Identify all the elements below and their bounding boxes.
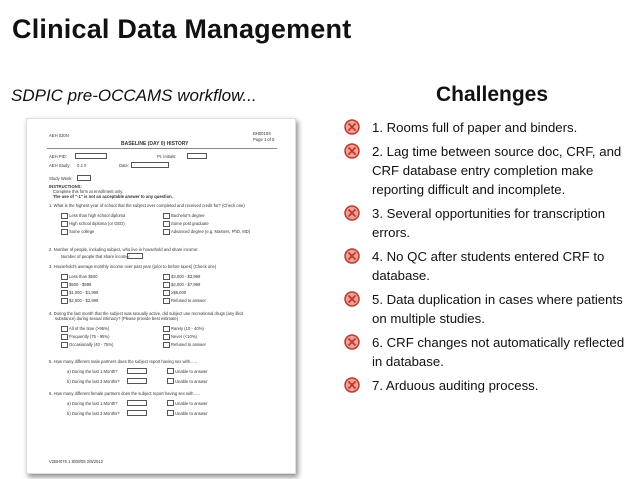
q4-opt-2: Frequently (75 - 95%) bbox=[69, 334, 110, 339]
pt-initials-label: Pt. Initials: bbox=[157, 154, 177, 159]
challenge-text: 6. CRF changes not automatically reflected in database. bbox=[372, 335, 625, 369]
q2: 2. Number of people, including subject, who live in household and share income: bbox=[49, 247, 199, 252]
challenge-item bbox=[344, 118, 634, 137]
q1-box bbox=[163, 221, 170, 227]
challenge-item bbox=[344, 204, 634, 242]
q1-opt-5: Some post graduate bbox=[171, 221, 209, 226]
q4: 4. During the last month that the subject was sexually active, did subject use recreational drugs (any illicit bbox=[49, 311, 244, 316]
challenge-text: 7. Arduous auditing process. bbox=[372, 378, 539, 393]
q6a: a) During the last 1 Month? bbox=[67, 401, 118, 406]
challenge-text: 3. Several opportunities for transcription errors. bbox=[372, 206, 606, 240]
instr-1: Complete this form at enrollment only. bbox=[53, 189, 124, 194]
aeh-study-label: AEH Study: bbox=[49, 163, 71, 168]
q3-opt-3: $1,000 - $1,999 bbox=[69, 290, 99, 295]
q5b-unable-box bbox=[167, 378, 174, 384]
q3-box bbox=[163, 298, 170, 304]
q3-box bbox=[163, 282, 170, 288]
q1-opt-2: High school diploma (or GED) bbox=[69, 221, 125, 226]
initials-box bbox=[187, 153, 207, 159]
q4-box bbox=[61, 326, 68, 332]
q3-box bbox=[61, 290, 68, 296]
q1-box bbox=[163, 213, 170, 219]
q3-opt-7: ≥$8,000 bbox=[171, 290, 187, 295]
week-box bbox=[77, 175, 91, 181]
q4-opt-5: Never (<10%) bbox=[171, 334, 197, 339]
q3-opt-8: Refused to answer bbox=[171, 298, 206, 303]
q6b-unable-box bbox=[167, 410, 174, 416]
form-code: BH0010S bbox=[253, 131, 271, 136]
challenge-text: 4. No QC after students entered CRF to database. bbox=[372, 249, 605, 283]
form-page: Page 1 of 5 bbox=[253, 137, 275, 142]
q3-box bbox=[61, 298, 68, 304]
q4-opt-4: Rarely (10 - 40%) bbox=[171, 326, 204, 331]
q1-opt-6: Advanced degree (e.g. Masters, PhD, MD) bbox=[171, 229, 251, 234]
q1-box bbox=[163, 229, 170, 235]
q2-box bbox=[127, 253, 143, 259]
q1-opt-3: Some college bbox=[69, 229, 95, 234]
x-circle-icon bbox=[344, 248, 360, 264]
slide-title: Clinical Data Management bbox=[12, 14, 352, 44]
q3: 3. Household's average monthly income over past year (prior to before taxes) (Check one) bbox=[49, 264, 217, 269]
challenge-text: 2. Lag time between source doc, CRF, and CRF database entry completion make reporting difficult and incomplete. bbox=[372, 144, 622, 197]
study-week-label: Study Week: bbox=[49, 176, 73, 181]
date-box bbox=[131, 162, 169, 168]
challenges-list bbox=[344, 118, 634, 400]
q5a: a) During the last 1 Month? bbox=[67, 369, 118, 374]
q1-box bbox=[61, 229, 68, 235]
x-circle-icon bbox=[344, 334, 360, 350]
q6a-unable: Unable to answer bbox=[175, 401, 208, 406]
instr-2: The use of "-1" is not an acceptable answer to any question. bbox=[53, 194, 173, 199]
q6b: b) During the last 3 Months? bbox=[67, 411, 120, 416]
q5: 5. How many different male partners does the subject report having sex with...... bbox=[49, 359, 197, 364]
form-id: AEH 020N bbox=[49, 133, 69, 138]
q3-box bbox=[61, 274, 68, 280]
q6a-box bbox=[127, 400, 147, 406]
q4-opt-1: All of the time (>95%) bbox=[69, 326, 110, 331]
x-circle-icon bbox=[344, 205, 360, 221]
challenge-item bbox=[344, 290, 634, 328]
q4-box bbox=[163, 326, 170, 332]
slide-subtitle: SDPIC pre-OCCAMS workflow... bbox=[11, 86, 257, 105]
x-circle-icon bbox=[344, 143, 360, 159]
q1-opt-4: Bachelor's degree bbox=[171, 213, 205, 218]
q4-opt-6: Refused to answer bbox=[171, 342, 206, 347]
q3-opt-6: $4,000 - $7,999 bbox=[171, 282, 201, 287]
form-footer: V2BH076 1 8/08/08 2/8/2012 bbox=[49, 459, 104, 464]
q1: 1. What is the highest year of school that the subject ever completed and received credit for? (Check one) bbox=[49, 203, 245, 208]
x-circle-icon bbox=[344, 119, 360, 135]
q5a-unable: Unable to answer bbox=[175, 369, 208, 374]
form-heading: BASELINE (DAY 0) HISTORY bbox=[121, 141, 189, 147]
q5a-unable-box bbox=[167, 368, 174, 374]
q4-box bbox=[61, 342, 68, 348]
challenge-item bbox=[344, 142, 634, 199]
challenge-item bbox=[344, 333, 634, 371]
form-rule bbox=[47, 148, 277, 149]
aeh-pid-label: AEH PID: bbox=[49, 154, 67, 159]
pid-box bbox=[75, 153, 107, 159]
study-num: 0 2 0 bbox=[77, 163, 87, 168]
q4-box bbox=[163, 334, 170, 340]
q1-opt-1: Less than high school diploma bbox=[69, 213, 126, 218]
q3-box bbox=[163, 290, 170, 296]
date-label: Date: bbox=[119, 163, 130, 168]
x-circle-icon bbox=[344, 291, 360, 307]
q2b: Number of people that share income: bbox=[61, 254, 130, 259]
q3-box bbox=[163, 274, 170, 280]
challenges-heading: Challenges bbox=[436, 83, 549, 106]
q5a-box bbox=[127, 368, 147, 374]
q1-box bbox=[61, 221, 68, 227]
q5b-box bbox=[127, 378, 147, 384]
q6a-unable-box bbox=[167, 400, 174, 406]
q3-opt-4: $2,000 - $2,999 bbox=[69, 298, 99, 303]
challenge-text: 5. Data duplication in cases where patients on multiple studies. bbox=[372, 292, 623, 326]
q3-opt-1: Less than $500 bbox=[69, 274, 98, 279]
q6b-unable: Unable to answer bbox=[175, 411, 208, 416]
q4-opt-3: Occasionally (40 - 75%) bbox=[69, 342, 114, 347]
q4-box bbox=[163, 342, 170, 348]
challenge-text: 1. Rooms full of paper and binders. bbox=[372, 120, 578, 135]
q3-opt-2: $500 - $999 bbox=[69, 282, 92, 287]
x-circle-icon bbox=[344, 377, 360, 393]
q5b: b) During the last 3 Months? bbox=[67, 379, 120, 384]
q1-box bbox=[61, 213, 68, 219]
challenge-item bbox=[344, 247, 634, 285]
q3-opt-5: $3,000 - $3,999 bbox=[171, 274, 201, 279]
crf-form-image bbox=[26, 118, 296, 474]
instructions-label: INSTRUCTIONS: bbox=[49, 184, 82, 189]
q3-box bbox=[61, 282, 68, 288]
q4-box bbox=[61, 334, 68, 340]
q4b: substance) during sexual intimacy? (Please provide best estimate) bbox=[55, 316, 179, 321]
challenge-item bbox=[344, 376, 634, 395]
q6b-box bbox=[127, 410, 147, 416]
q6: 6. How many different female partners does the subject report having sex with...... bbox=[49, 391, 201, 396]
q5b-unable: Unable to answer bbox=[175, 379, 208, 384]
